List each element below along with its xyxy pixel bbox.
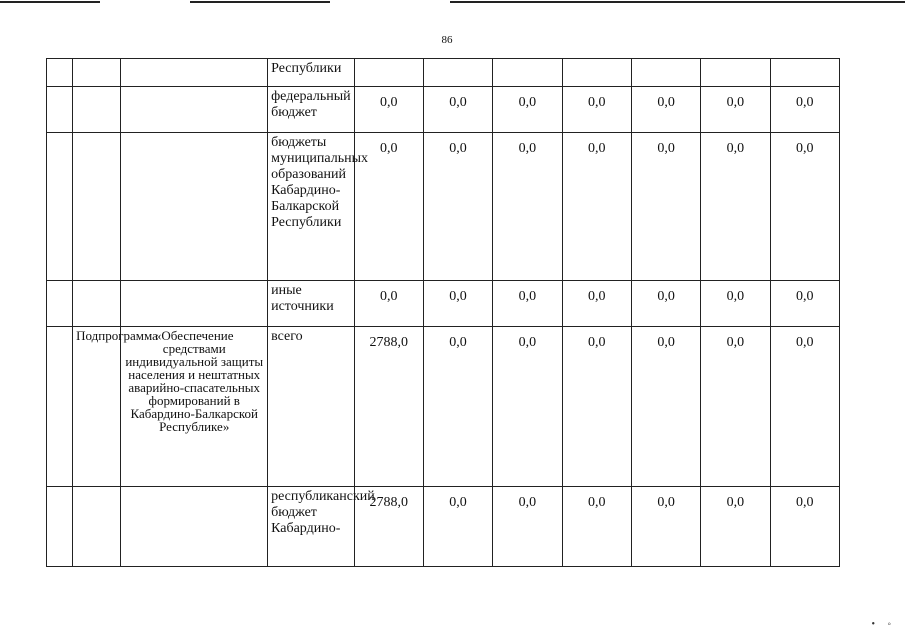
value-cell [423,59,492,87]
table-row [47,59,840,87]
source-cell: иные источники [268,281,354,327]
index-cell [47,133,73,281]
value-cell: 0,0 [493,133,562,281]
value-cell: 0,0 [493,281,562,327]
value-cell: 0,0 [423,327,492,487]
name-cell [121,281,268,327]
source-cell: Республики [268,59,354,87]
kind-cell [73,487,121,567]
value-cell: 0,0 [770,487,839,567]
scan-top-rule [0,0,905,4]
table-row [47,87,840,133]
value-cell: 2788,0 [354,487,423,567]
value-cell: 0,0 [701,281,770,327]
kind-cell: Подпрограмма [73,327,121,487]
source-cell: всего [268,327,354,487]
kind-cell [73,87,121,133]
value-cell: 0,0 [493,487,562,567]
value-cell [493,59,562,87]
kind-cell [73,133,121,281]
index-cell [47,59,73,87]
name-cell [121,59,268,87]
value-cell: 0,0 [701,133,770,281]
index-cell [47,327,73,487]
value-cell: 0,0 [770,281,839,327]
scan-artifact-marks: • ◦ [871,619,891,630]
value-cell [562,59,631,87]
rule-segment [190,1,330,3]
table-row [47,133,840,281]
value-cell: 0,0 [631,487,700,567]
value-cell: 0,0 [354,281,423,327]
value-cell [631,59,700,87]
value-cell: 0,0 [770,327,839,487]
kind-cell [73,59,121,87]
value-cell: 2788,0 [354,327,423,487]
value-cell: 0,0 [701,327,770,487]
value-cell: 0,0 [423,487,492,567]
value-cell: 0,0 [354,87,423,133]
rule-segment [450,1,905,3]
value-cell: 0,0 [631,133,700,281]
funding-table [46,58,840,567]
name-cell [121,87,268,133]
value-cell: 0,0 [423,87,492,133]
name-cell [121,133,268,281]
value-cell: 0,0 [631,327,700,487]
table-row [47,281,840,327]
name-cell: «Обеспечение средствами индивидуальной защиты населения и нештатных аварийно-спасательных формирований в Кабардино-Балкарской Республике» [121,327,268,487]
value-cell: 0,0 [562,133,631,281]
value-cell: 0,0 [701,487,770,567]
kind-cell [73,281,121,327]
source-cell: республиканский бюджет Кабардино- [268,487,354,567]
name-cell [121,487,268,567]
value-cell: 0,0 [631,281,700,327]
source-cell: федеральный бюджет [268,87,354,133]
value-cell: 0,0 [562,281,631,327]
value-cell: 0,0 [701,87,770,133]
value-cell [770,59,839,87]
value-cell: 0,0 [423,133,492,281]
table-row [47,487,840,567]
value-cell: 0,0 [770,133,839,281]
value-cell: 0,0 [562,327,631,487]
page-number: 86 [441,34,453,46]
value-cell [701,59,770,87]
value-cell: 0,0 [493,87,562,133]
value-cell: 0,0 [562,87,631,133]
rule-segment [0,1,100,3]
index-cell [47,487,73,567]
value-cell: 0,0 [493,327,562,487]
value-cell: 0,0 [631,87,700,133]
value-cell: 0,0 [423,281,492,327]
value-cell: 0,0 [770,87,839,133]
index-cell [47,281,73,327]
table-row [47,327,840,487]
source-cell: бюджеты муниципальных образований Кабардино-Балкарской Республики [268,133,354,281]
index-cell [47,87,73,133]
value-cell: 0,0 [354,133,423,281]
value-cell: 0,0 [562,487,631,567]
value-cell [354,59,423,87]
